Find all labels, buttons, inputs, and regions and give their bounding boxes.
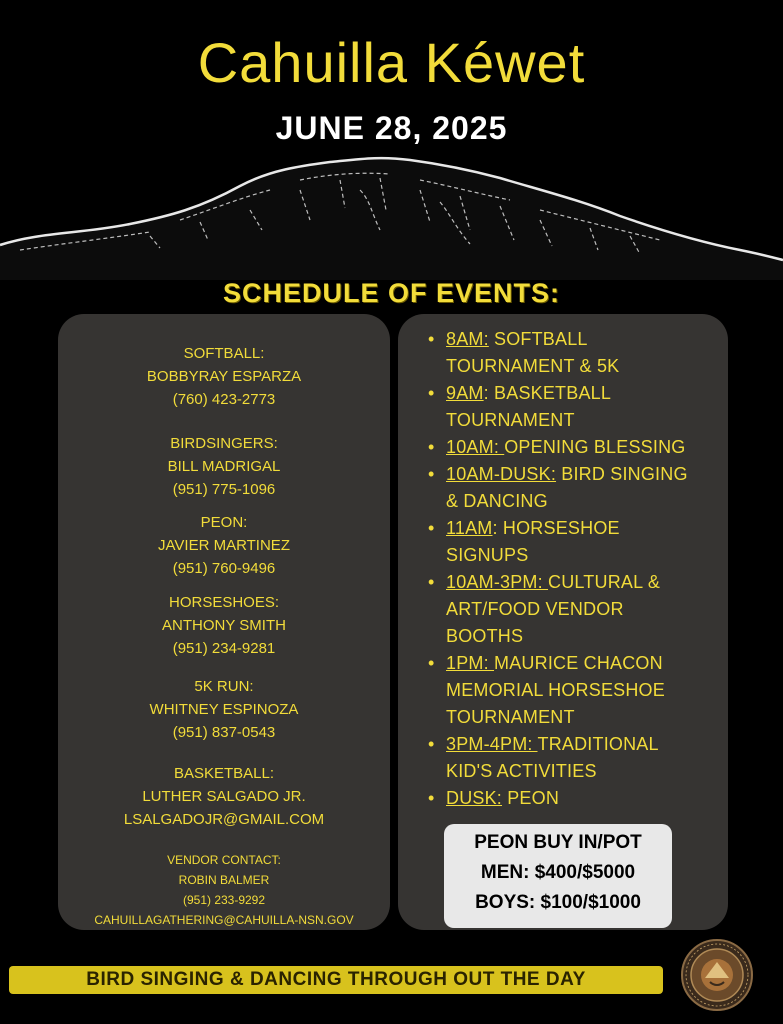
peon-box-heading: PEON BUY IN/POT: [474, 832, 642, 853]
event-text: OPENING BLESSING: [504, 437, 686, 457]
contact-info: (951) 760-9496: [172, 560, 276, 577]
contact-info: (951) 837-0543: [172, 724, 276, 741]
event-text: ART/FOOD VENDOR: [446, 599, 624, 619]
event-item: [428, 326, 728, 380]
contact-name: ANTHONY SMITH: [162, 617, 286, 634]
contact-info: (951) 234-9281: [172, 640, 276, 657]
event-item: [428, 461, 728, 515]
mountain-silhouette-icon: [0, 150, 783, 280]
event-date: JUNE 28, 2025: [275, 110, 508, 146]
event-time: 9AM: [446, 383, 484, 403]
event-time: 1PM:: [446, 653, 495, 673]
event-text: BOOTHS: [446, 626, 524, 646]
contact-horseshoes: [58, 591, 390, 660]
contact-birdsingers: [58, 432, 390, 501]
event-text: TOURNAMENT: [446, 707, 575, 727]
event-item: [428, 569, 728, 650]
contact-role: SOFTBALL:: [183, 345, 265, 362]
contact-name: BILL MADRIGAL: [167, 458, 281, 475]
contacts-panel: [58, 314, 390, 930]
contact-role: BIRDSINGERS:: [170, 435, 278, 452]
event-text: TOURNAMENT & 5K: [446, 356, 620, 376]
contact-role: PEON:: [200, 514, 248, 531]
event-text: PEON: [502, 788, 560, 808]
event-time: 8AM:: [446, 329, 489, 349]
contact-info: (951) 775-1096: [172, 481, 276, 498]
vendor-name: ROBIN BALMER: [178, 873, 270, 887]
event-list: [428, 326, 728, 812]
peon-box-men: MEN: $400/$5000: [480, 862, 636, 883]
event-time: 10AM:: [446, 437, 505, 457]
event-text: CULTURAL &: [548, 572, 661, 592]
events-panel: [398, 314, 728, 930]
contact-name: LUTHER SALGADO JR.: [142, 788, 306, 805]
event-time: 3PM-4PM:: [446, 734, 538, 754]
contact-name: BOBBYRAY ESPARZA: [146, 368, 302, 385]
event-text: KID'S ACTIVITIES: [446, 761, 597, 781]
contact-name: JAVIER MARTINEZ: [158, 537, 290, 554]
contact-basketball: [58, 762, 390, 831]
event-item: [428, 785, 728, 812]
event-item: [428, 650, 728, 731]
contact-info: LSALGADOJR@GMAIL.COM: [123, 811, 325, 828]
tribal-seal-icon: [680, 938, 754, 1012]
event-title: Cahuilla Kéwet: [197, 31, 586, 94]
contact-role: 5K RUN:: [194, 678, 254, 695]
peon-buy-in-box: [444, 824, 672, 928]
vendor-email: CAHUILLAGATHERING@CAHUILLA-NSN.GOV: [94, 913, 354, 927]
vendor-contact: [58, 850, 390, 930]
event-item: [428, 731, 728, 785]
vendor-phone: (951) 233-9292: [182, 893, 266, 907]
event-text: SOFTBALL: [488, 329, 588, 349]
event-time: 10AM-DUSK:: [446, 464, 557, 484]
event-text: & DANCING: [446, 491, 548, 511]
contact-name: WHITNEY ESPINOZA: [149, 701, 299, 718]
event-text: TRADITIONAL: [537, 734, 659, 754]
event-text: BIRD SINGING: [556, 464, 688, 484]
bottom-banner: BIRD SINGING & DANCING THROUGH OUT THE DAY: [9, 966, 663, 994]
vendor-role: VENDOR CONTACT:: [167, 853, 281, 867]
event-text: SIGNUPS: [446, 545, 529, 565]
event-item: [428, 434, 728, 461]
event-time: DUSK:: [446, 788, 503, 808]
event-item: [428, 380, 728, 434]
event-text: TOURNAMENT: [446, 410, 575, 430]
contact-role: HORSESHOES:: [168, 594, 280, 611]
contact-peon: [58, 511, 390, 580]
event-time: 11AM: [446, 518, 493, 538]
contact-softball: [58, 342, 390, 411]
event-text: MEMORIAL HORSESHOE: [446, 680, 665, 700]
schedule-heading: SCHEDULE OF EVENTS:: [222, 278, 561, 308]
contact-info: (760) 423-2773: [172, 391, 276, 408]
event-text: : HORSESHOE: [492, 518, 620, 538]
peon-box-boys: BOYS: $100/$1000: [475, 892, 641, 913]
event-time: 10AM-3PM:: [446, 572, 549, 592]
contact-role: BASKETBALL:: [173, 765, 275, 782]
event-text: MAURICE CHACON: [494, 653, 663, 673]
event-item: [428, 515, 728, 569]
contact-5k-run: [58, 675, 390, 744]
event-text: : BASKETBALL: [483, 383, 612, 403]
